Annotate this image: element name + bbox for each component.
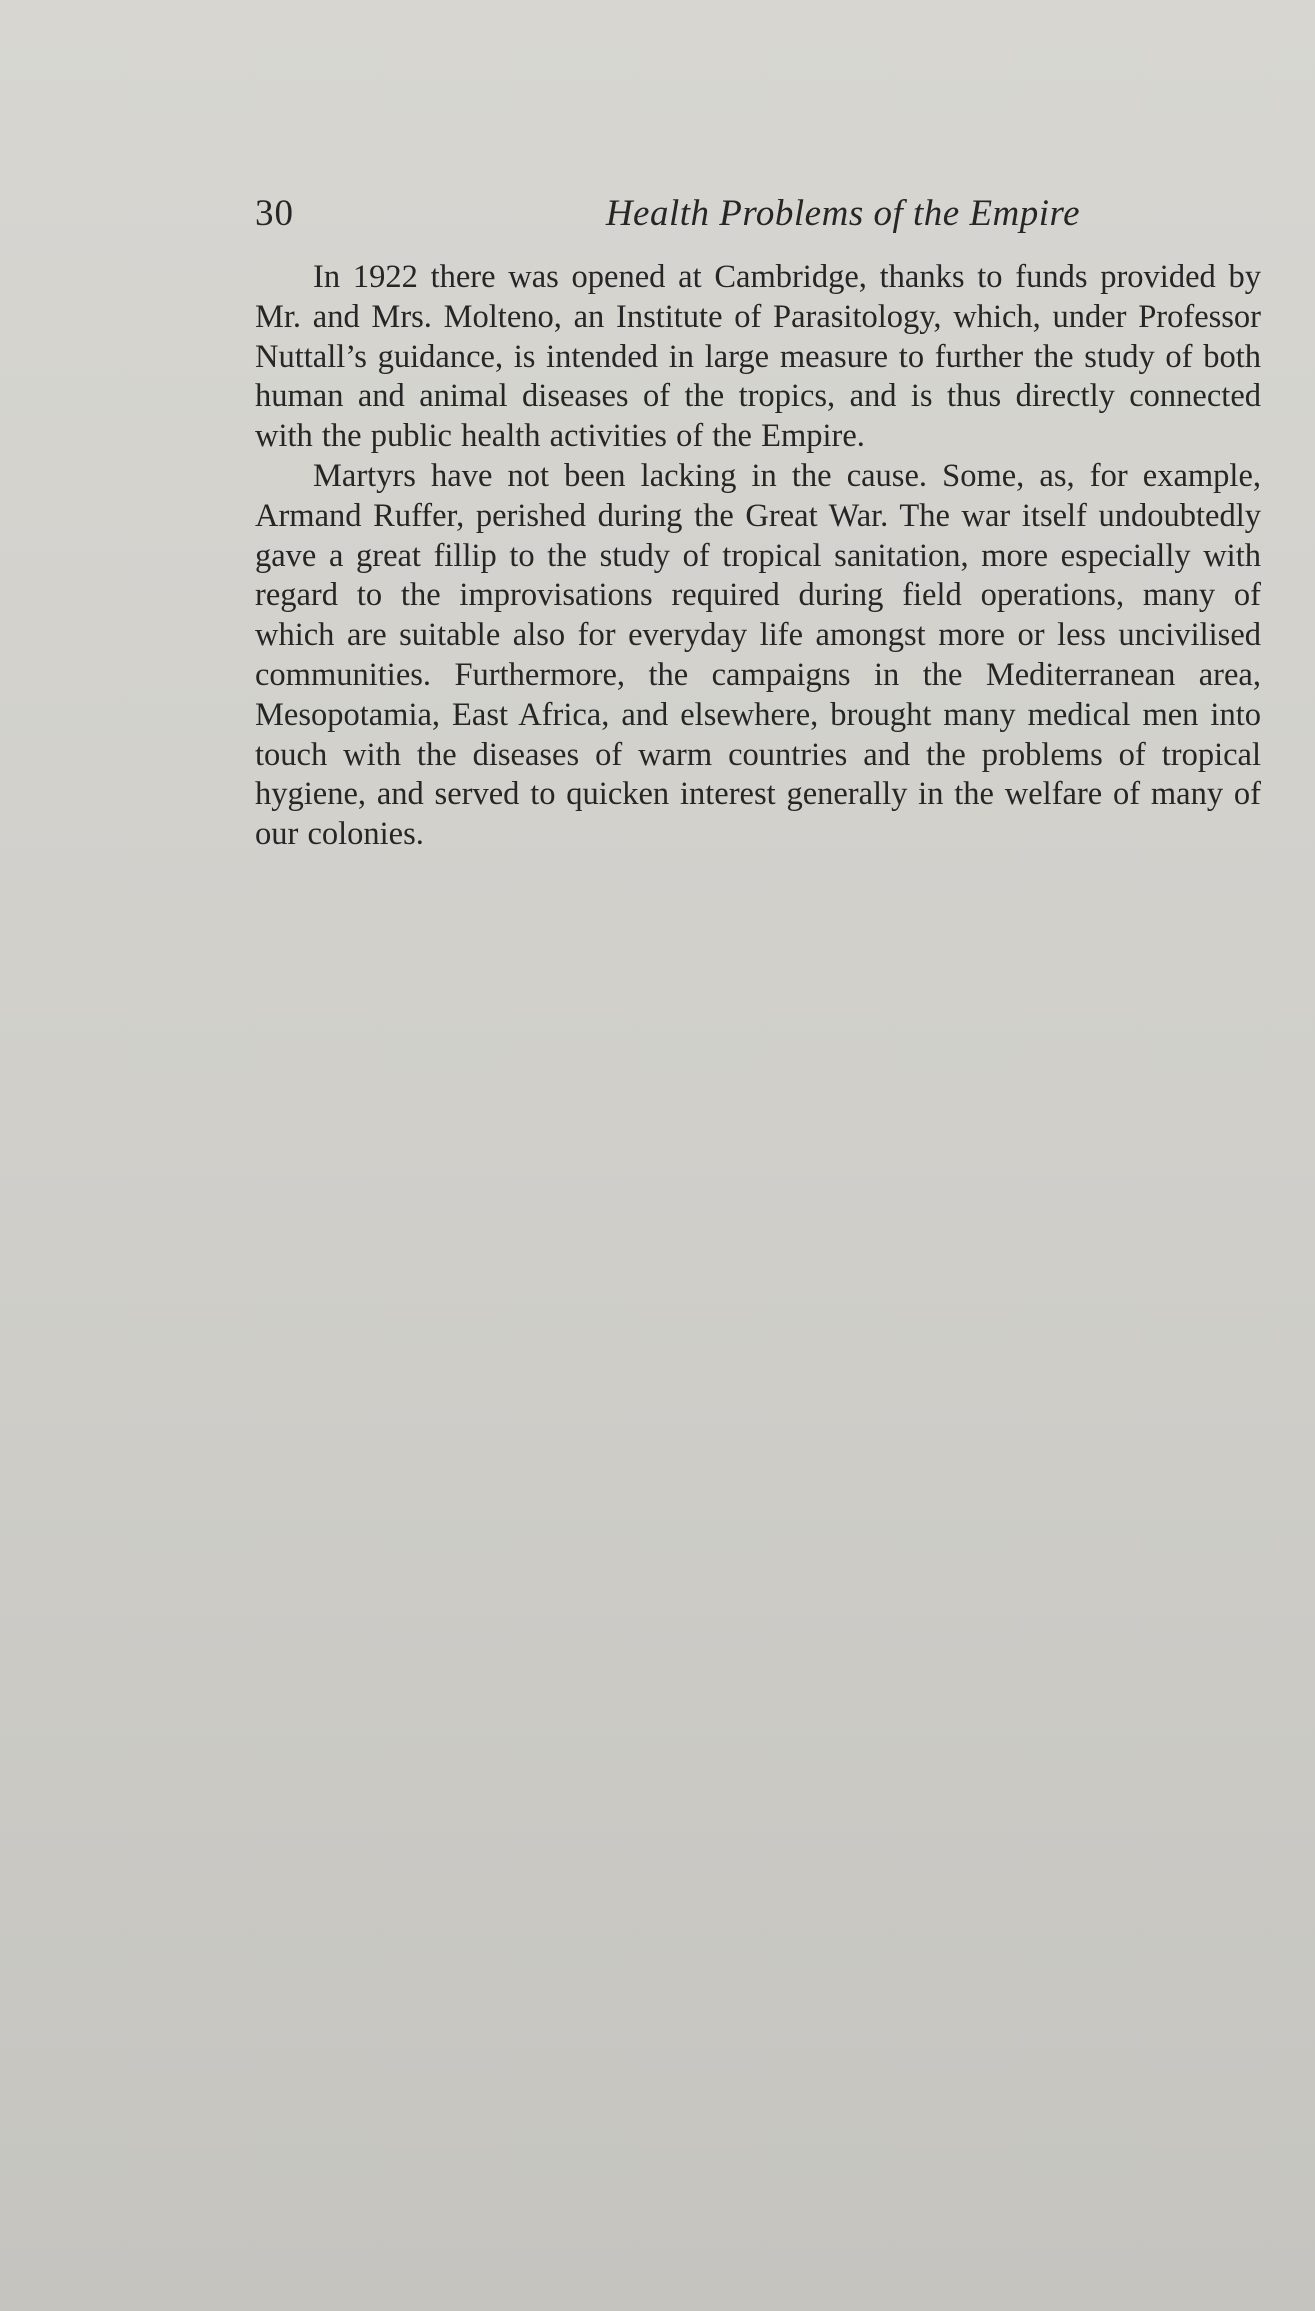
running-head: [255, 186, 1080, 242]
page-number: 30: [255, 193, 294, 234]
running-head-title-text: Health Problems of the Empire: [605, 193, 1080, 234]
body-text: [255, 258, 1261, 855]
running-head-title: [255, 186, 1080, 242]
paragraph-institute-of-parasitology: In 1922 there was opened at Cambridge, thanks to funds provided by Mr. and Mrs. Molteno, an Institute of Parasitology, which, under Professor Nuttall’s guidance, is intended in large measure to further the study of both human and animal diseases of the tropics, and is thus directly connected with the public health activities of the Empire.: [255, 259, 1261, 455]
paragraph-martyrs: Martyrs have not been lacking in the cause. Some, as, for example, Armand Ruffer, perished during the Great War. The war itself undoubtedly gave a great fillip to the study of tropical sanitation, more especially with regard to the improvisations required during field operations, many of which are suitable also for everyday life amongst more or less uncivilised communities. Furthermore, the campaigns in the Mediterranean area, Mesopotamia, East Africa, and elsewhere, brought many medical men into touch with the diseases of warm countries and the problems of tropical hygiene, and served to quicken interest generally in the welfare of many of our colonies.: [255, 457, 1261, 853]
